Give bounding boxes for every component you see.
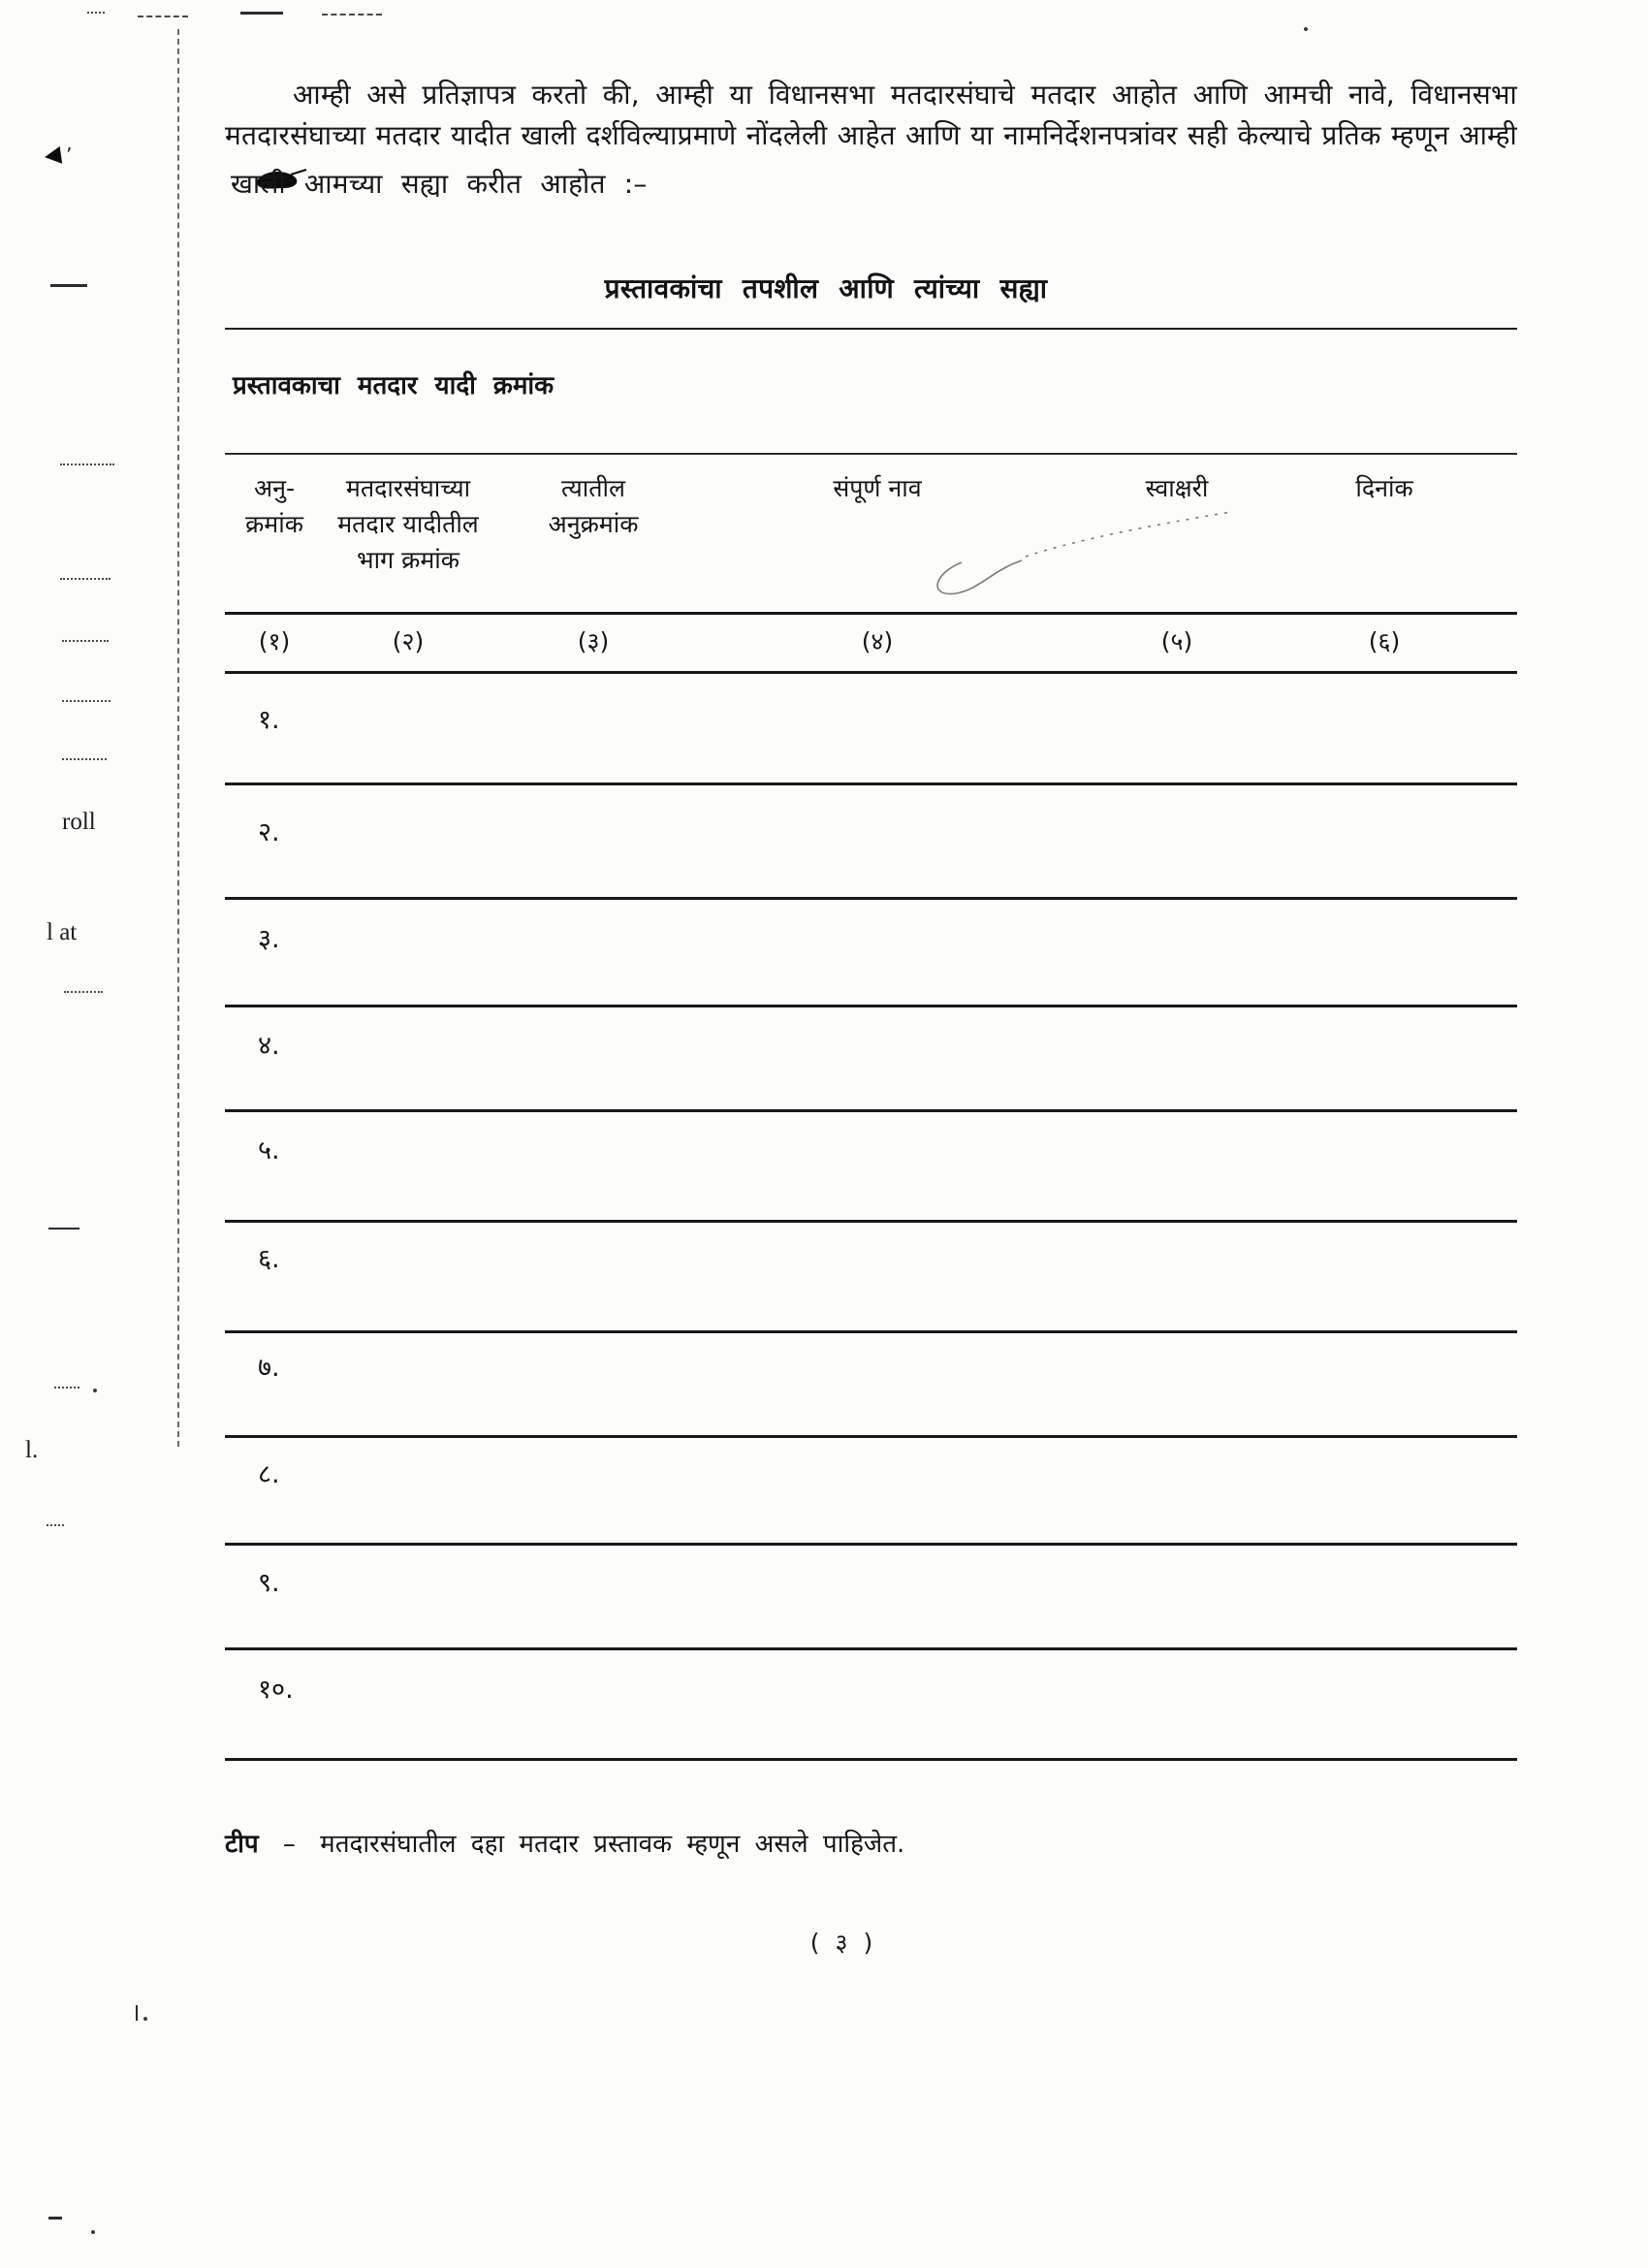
section-heading: प्रस्तावकांचा तपशील आणि त्यांच्या सह्या [604, 272, 1048, 304]
margin-text-roll: roll [62, 809, 96, 835]
column-number-1: (१) [258, 627, 291, 655]
margin-dots [64, 991, 103, 993]
header-line: अनुक्रमांक [548, 510, 639, 538]
header-line: भाग क्रमांक [357, 546, 460, 574]
header-line: अनु- [254, 474, 295, 502]
header-line: दिनांक [1355, 474, 1413, 502]
margin-text-at: l at [47, 919, 78, 945]
heading-rule [225, 328, 1517, 330]
row-serial: ७. [258, 1353, 280, 1383]
row-serial: १०. [258, 1675, 294, 1705]
declaration-line-3: खाली आमच्या सह्या करीत आहोत :– [231, 168, 648, 200]
margin-dot [93, 1389, 97, 1392]
row-line [225, 1543, 1517, 1546]
footnote [225, 1825, 904, 1860]
margin-arrow-tick: ’ [66, 144, 73, 167]
column-number-2: (२) [392, 627, 425, 655]
row-line [225, 783, 1517, 785]
column-number-5: (५) [1160, 627, 1193, 655]
margin-dots [54, 1387, 79, 1389]
column-header-date [1307, 470, 1462, 506]
row-line [225, 1005, 1517, 1007]
row-serial: ४. [258, 1031, 280, 1061]
margin-dot [91, 2230, 95, 2234]
page-edge-mark [138, 16, 188, 17]
page-edge-dot [1304, 27, 1308, 31]
margin-dot [143, 2017, 147, 2021]
row-serial: २. [258, 817, 280, 847]
row-serial: १. [258, 705, 280, 735]
footnote-label: टीप [225, 1830, 259, 1859]
page-edge-mark [322, 14, 382, 16]
page-edge-mark [240, 12, 283, 15]
margin-text-fragment: l. [25, 1437, 39, 1463]
margin-dash-mark [50, 284, 87, 287]
column-header-serial-in-part [501, 470, 685, 542]
row-line [225, 1220, 1517, 1223]
margin-dots [60, 578, 111, 580]
margin-dash-mark [48, 1228, 79, 1230]
margin-dots [62, 640, 109, 642]
pen-squiggle [911, 496, 1260, 613]
footnote-text: मतदारसंघातील दहा मतदार प्रस्तावक म्हणून असले पाहिजेत. [320, 1830, 905, 1859]
proposer-roll-number-label: प्रस्तावकाचा मतदार यादी क्रमांक [233, 371, 555, 400]
row-serial: ९. [258, 1568, 280, 1598]
row-line [225, 897, 1517, 900]
row-line [225, 1758, 1517, 1761]
page-edge-mark [87, 12, 105, 14]
column-header-part-number [297, 470, 520, 578]
row-line [225, 1109, 1517, 1112]
page-number: ( ३ ) [809, 1929, 877, 1957]
declaration-line-2: मतदारसंघाच्या मतदार यादीत खाली दर्शविल्याप्रमाणे नोंदलेली आहेत आणि या नामनिर्देशनपत्रांवर सही केल्याचे प्रतिक म्हणून आम्ही [225, 119, 1517, 151]
margin-dots [62, 700, 111, 702]
column-number-4: (४) [861, 627, 894, 655]
margin-arrow-mark [44, 146, 62, 166]
column-number-3: (३) [577, 627, 610, 655]
margin-dash-mark [48, 2217, 62, 2220]
number-rule [225, 671, 1517, 674]
row-line [225, 1330, 1517, 1333]
column-header-signature [1094, 470, 1259, 506]
row-line [225, 1647, 1517, 1650]
declaration-line-1: आम्ही असे प्रतिज्ञापत्र करतो की, आम्ही या विधानसभा मतदारसंघाचे मतदार आहोत आणि आमची नावे, विधानसभा [293, 79, 1517, 111]
margin-dots [60, 463, 114, 465]
header-line: क्रमांक [245, 510, 303, 538]
header-line: मतदार यादीतील [337, 510, 479, 538]
footnote-separator: – [282, 1830, 296, 1859]
row-serial: ६. [258, 1244, 280, 1274]
scan-fold-line [177, 29, 179, 1447]
row-line [225, 1435, 1517, 1438]
table-top-rule [225, 453, 1517, 455]
row-serial: ८. [258, 1459, 280, 1489]
header-line: मतदारसंघाच्या [345, 474, 471, 502]
row-serial: ५. [258, 1135, 280, 1166]
column-header-full-name [766, 470, 989, 506]
row-serial: ३. [258, 924, 280, 954]
margin-tick-mark [136, 2005, 138, 2021]
margin-dots [47, 1524, 64, 1526]
column-number-6: (६) [1368, 627, 1401, 655]
header-line: त्यातील [561, 474, 625, 502]
header-line: स्वाक्षरी [1145, 474, 1209, 502]
margin-dots [62, 758, 107, 760]
header-line: संपूर्ण नाव [833, 474, 922, 502]
header-rule [225, 612, 1517, 615]
